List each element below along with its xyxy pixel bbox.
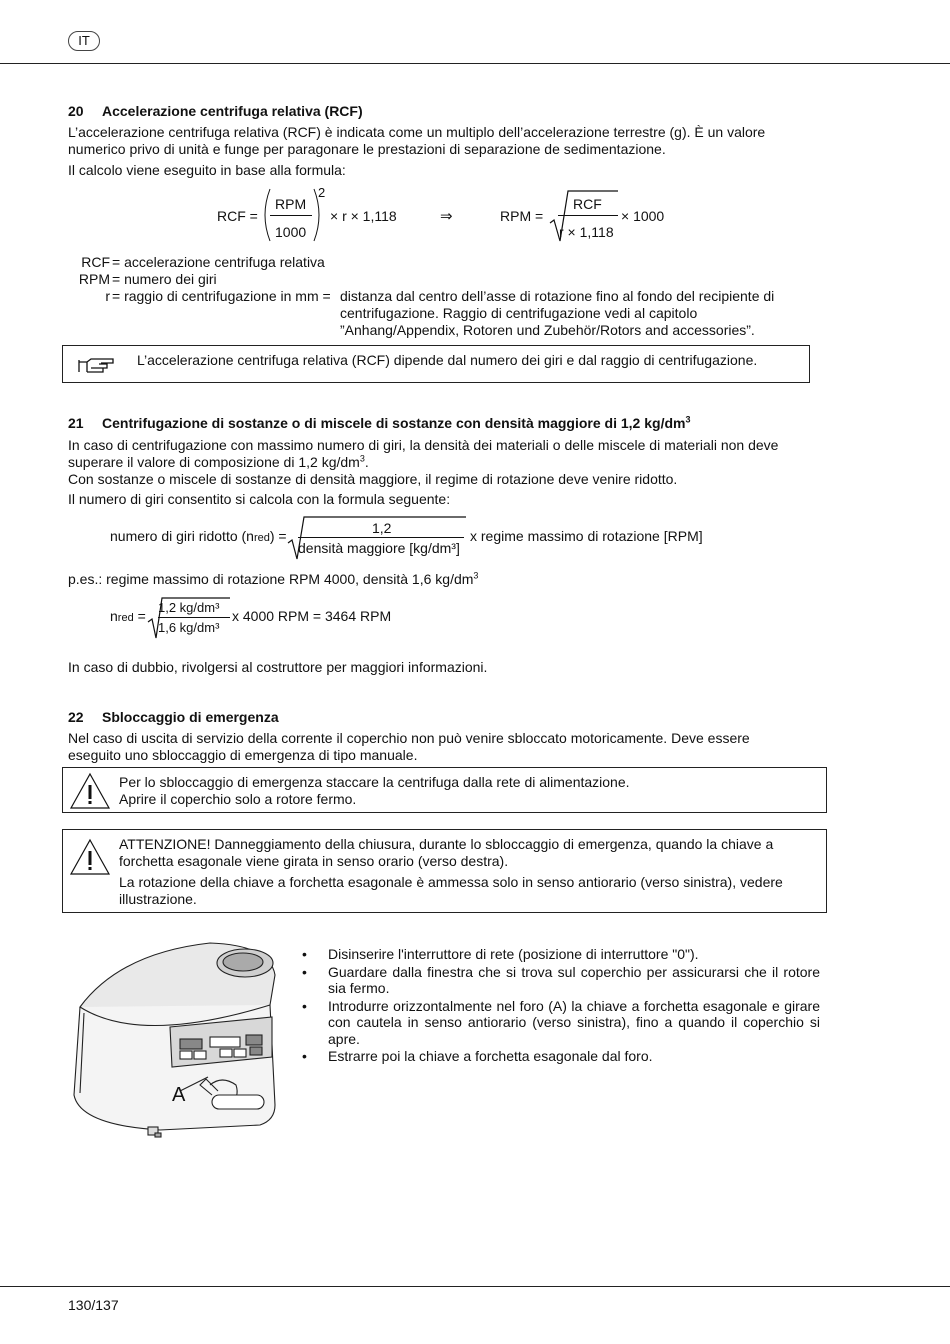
text-run: = (137, 608, 146, 624)
sqrt-denominator: densità maggiore [kg/dm³] (298, 540, 460, 556)
description: = numero dei giri (112, 271, 217, 287)
advice-line: In caso di dubbio, rivolgersi al costruttore per maggiori informazioni. (68, 659, 488, 675)
text-line: forchetta esagonale viene girata in senso orario (verso destra). (119, 853, 509, 869)
sqrt-numerator: 1,2 (372, 520, 392, 536)
list-item: • Disinserire l'interruttore di rete (posizione di interruttore "0"). (302, 946, 820, 963)
formula-lhs: RCF = (217, 208, 258, 224)
warning-box-2 (62, 829, 827, 913)
sqrt-fraction-bar (558, 215, 618, 216)
formula-lhs-2: RPM = (500, 208, 544, 224)
fraction-denominator: 1000 (275, 224, 307, 240)
term: r (105, 288, 110, 304)
section-22-intro (68, 730, 828, 764)
sqrt-fraction-bar (298, 537, 464, 538)
formula-factor: × 1000 (621, 208, 665, 224)
definition-terms (60, 254, 110, 305)
term: RCF (81, 254, 110, 270)
note-box (62, 345, 810, 383)
list-item: • Estrarre poi la chiave a forchetta esagonale dal foro. (302, 1048, 820, 1065)
text-line: Per lo sbloccaggio di emergenza staccare la centrifuga dalla rete di alimentazione. (119, 774, 630, 790)
warning-text (119, 836, 819, 908)
sqrt-denominator: r × 1,118 (559, 224, 614, 240)
text-line: ATTENZIONE! Danneggiamento della chiusura, durante lo sbloccaggio di emergenza, quando la chiave a (119, 836, 774, 852)
text-line: Aprire il coperchio solo a rotore fermo. (119, 791, 357, 807)
subscript: red (253, 532, 270, 544)
text-line: numerico privo di unità e funge per paragonare le prestazioni di separazione de sedimentazione. (68, 141, 666, 157)
list-item: • Introdurre orizzontalmente nel foro (A) la chiave a forchetta esagonale e girare con cautela in senso antiorario (verso sinistra), fino a quando il coperchio si apre. (302, 998, 820, 1048)
text-run: superare il valore di composizione di 1,2 kg/dm (68, 454, 360, 470)
example-result: x 4000 RPM = 3464 RPM (232, 608, 392, 624)
text-line: Con sostanze o miscele di sostanze di densità maggiore, il regime di rotazione deve venire ridotto. (68, 471, 678, 487)
text-line: La rotazione della chiave a forchetta esagonale è ammessa solo in senso antiorario (verso sinistra), vedere (119, 874, 783, 890)
text-line: L’accelerazione centrifuga relativa (RCF) è indicata come un multiplo dell’accelerazione terrestre (g). È un valore (68, 124, 766, 140)
warning-box-1 (62, 767, 827, 813)
exponent: 2 (318, 185, 326, 200)
footer-rule (0, 1286, 950, 1287)
warning-triangle-icon (69, 838, 111, 876)
text-line: eseguito uno sbloccaggio di emergenza di tipo manuale. (68, 747, 418, 763)
sqrt-denominator: 1,6 kg/dm³ (158, 620, 220, 635)
fraction-numerator: RPM (275, 196, 307, 212)
page-number: 130/137 (68, 1297, 119, 1313)
warning-triangle-icon (69, 772, 111, 810)
rcf-formula (200, 185, 680, 245)
subscript: red (117, 612, 134, 624)
formula-intro: Il calcolo viene eseguito in base alla formula: (68, 162, 346, 178)
text-line: Nel caso di uscita di servizio della corrente il coperchio non può venire sbloccato motoricamente. Deve essere (68, 730, 750, 746)
note-text: L’accelerazione centrifuga relativa (RCF) dipende dal numero dei giri e dal raggio di centrifugazione. (137, 352, 758, 368)
superscript: 3 (473, 570, 479, 581)
example-line (68, 571, 808, 588)
formula-multiplier: × r × 1,118 (330, 208, 397, 224)
reduced-rpm-formula (110, 515, 730, 561)
example-lhs (110, 608, 146, 624)
text-line (68, 454, 828, 471)
warning-text (119, 774, 630, 808)
term: RPM (78, 271, 110, 287)
description: = raggio di centrifugazione in mm = (112, 288, 331, 304)
radius-definition (340, 288, 810, 339)
section-22-heading (68, 709, 279, 725)
definition-descriptions (112, 254, 342, 305)
section-title: Sbloccaggio di emergenza (102, 709, 279, 725)
text-line: ”Anhang/Appendix, Rotoren und Zubehör/Rotors and accessories”. (340, 322, 755, 338)
text-line: illustrazione. (119, 891, 197, 907)
example-formula (110, 596, 410, 640)
section-number: 21 (68, 415, 84, 431)
pointing-hand-icon (77, 356, 117, 376)
section-21-heading (68, 415, 690, 431)
superscript: 3 (685, 414, 691, 425)
centrifuge-illustration (60, 935, 290, 1145)
formula-lhs (110, 528, 287, 544)
section-21-intro (68, 437, 828, 488)
text-run: n (110, 608, 118, 624)
language-badge: IT (68, 31, 100, 51)
formula-rhs: x regime massimo di rotazione [RPM] (470, 528, 703, 544)
description: = accelerazione centrifuga relativa (112, 254, 325, 270)
text-run: p.es.: regime massimo di rotazione RPM 4000, densità 1,6 kg/dm (68, 571, 474, 587)
sqrt-numerator: RCF (573, 196, 602, 212)
instruction-list (302, 946, 820, 1066)
section-number: 22 (68, 709, 84, 725)
text-line: centrifugazione. Raggio di centrifugazione vedi al capitolo (340, 305, 698, 321)
text-line: distanza dal centro dell’asse di rotazione fino al fondo del recipiente di (340, 288, 775, 304)
sqrt-numerator: 1,2 kg/dm³ (158, 600, 220, 615)
superscript: 3 (359, 453, 365, 464)
list-item: • Guardare dalla finestra che si trova sul coperchio per assicurarsi che il rotore sia fermo. (302, 964, 820, 997)
header-rule (0, 63, 950, 64)
text-run: ) = (269, 528, 287, 544)
section-title: Accelerazione centrifuga relativa (RCF) (102, 103, 363, 119)
text-run: numero di giri ridotto (n (110, 528, 254, 544)
text-run: . (364, 454, 369, 470)
formula-intro-21: Il numero di giri consentito si calcola con la formula seguente: (68, 491, 451, 507)
text-line: In caso di centrifugazione con massimo numero di giri, la densità dei materiali o delle miscele di materiali non deve (68, 437, 779, 453)
label-a: A (172, 1084, 186, 1106)
fraction-bar (270, 215, 312, 216)
implies-arrow: ⇒ (440, 208, 453, 225)
section-number: 20 (68, 103, 84, 119)
section-title: Centrifugazione di sostanze o di miscele di sostanze con densità maggiore di 1,2 kg/dm (102, 415, 686, 431)
section-20-heading (68, 103, 363, 119)
sqrt-fraction-bar (158, 617, 230, 618)
section-20-intro (68, 124, 808, 158)
